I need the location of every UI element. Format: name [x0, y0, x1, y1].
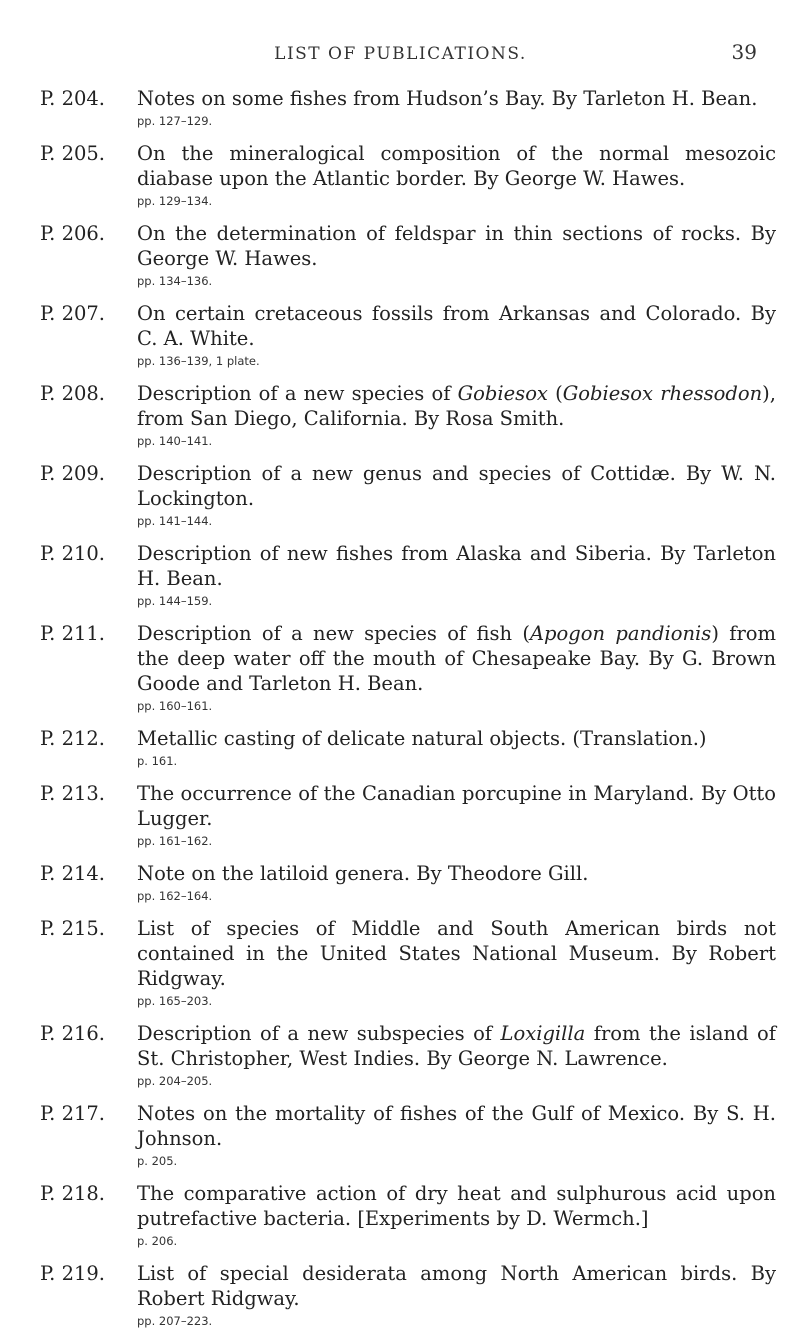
entry-title: Description of new fishes from Alaska and Siberia. By Tarleton H. Bean. [137, 542, 776, 590]
entry-title [137, 381, 776, 431]
entry-title: Metallic casting of delicate natural objects. (Translation.) [137, 727, 707, 750]
entry-pages: pp. 134–136. [137, 274, 213, 288]
entry-number: P. 214. [40, 862, 105, 885]
title-text: Description of a new subspecies of [137, 1022, 501, 1045]
entry-pages: pp. 129–134. [137, 194, 213, 208]
entry-title: On the mineralogical composition of the normal mesozoic diabase upon the Atlantic border. By George W. Hawes. [137, 142, 776, 190]
publication-entry [40, 781, 776, 851]
entry-number: P. 217. [40, 1102, 105, 1125]
entry-pages: pp. 141–144. [137, 514, 213, 528]
entry-pages: pp. 165–203. [137, 994, 213, 1008]
title-text: Description of a new species of [137, 382, 458, 405]
entry-pages: p. 205. [137, 1154, 178, 1168]
entry-pages: pp. 207–223. [137, 1314, 213, 1328]
publication-entry [40, 1021, 776, 1091]
entry-number: P. 204. [40, 87, 105, 110]
entry-pages: pp. 140–141. [137, 434, 213, 448]
entry-title: Note on the latiloid genera. By Theodore Gill. [137, 862, 589, 885]
entry-pages: pp. 161–162. [137, 834, 213, 848]
running-head-title: LIST OF PUBLICATIONS. [274, 44, 527, 64]
entry-pages: pp. 144–159. [137, 594, 213, 608]
publication-entry [40, 301, 776, 371]
entry-title: On the determination of feldspar in thin sections of rocks. By George W. Hawes. [137, 222, 776, 270]
entry-pages: p. 206. [137, 1234, 178, 1248]
taxon-name: Loxigilla [500, 1022, 586, 1045]
publication-entry [40, 141, 776, 211]
entry-number: P. 215. [40, 917, 105, 940]
publication-entry [40, 221, 776, 291]
entry-number: P. 212. [40, 727, 105, 750]
entry-pages: p. 161. [137, 754, 178, 768]
entry-title: Description of a new genus and species of Cottidæ. By W. N. Lockington. [137, 462, 776, 510]
publication-entry [40, 461, 776, 531]
publication-entry [40, 1101, 776, 1171]
taxon-name: Gobiesox [457, 382, 548, 405]
entry-pages: pp. 204–205. [137, 1074, 213, 1088]
entry-title: List of special desiderata among North American birds. By Robert Ridgway. [137, 1262, 776, 1310]
publication-entry [40, 86, 776, 131]
publication-entry [40, 861, 776, 906]
entry-pages: pp. 162–164. [137, 889, 213, 903]
entry-title: The occurrence of the Canadian porcupine in Maryland. By Otto Lugger. [137, 782, 776, 830]
entry-number: P. 208. [40, 382, 105, 405]
publication-list [40, 86, 776, 1341]
entry-number: P. 219. [40, 1262, 105, 1285]
entry-title: List of species of Middle and South American birds not contained in the United States National Museum. By Robert Ridgway. [137, 917, 776, 990]
taxon-name: Gobiesox rhessodon [562, 382, 763, 405]
entry-title [137, 1021, 776, 1071]
entry-title [137, 621, 776, 696]
title-text: ( [547, 382, 563, 405]
publication-entry [40, 381, 776, 451]
entry-number: P. 205. [40, 142, 105, 165]
entry-number: P. 210. [40, 542, 105, 565]
entry-number: P. 213. [40, 782, 105, 805]
running-head [0, 40, 801, 70]
entry-title: Notes on some fishes from Hudson’s Bay. By Tarleton H. Bean. [137, 87, 758, 110]
entry-pages: pp. 160–161. [137, 699, 213, 713]
entry-title: On certain cretaceous fossils from Arkansas and Colorado. By C. A. White. [137, 302, 776, 350]
entry-number: P. 206. [40, 222, 105, 245]
entry-number: P. 209. [40, 462, 105, 485]
publication-entry [40, 916, 776, 1011]
publication-entry [40, 1181, 776, 1251]
entry-number: P. 211. [40, 622, 105, 645]
publication-entry [40, 541, 776, 611]
entry-number: P. 218. [40, 1182, 105, 1205]
publication-entry [40, 1261, 776, 1331]
entry-number: P. 207. [40, 302, 105, 325]
page-number: 39 [731, 40, 757, 64]
entry-title: Notes on the mortality of fishes of the Gulf of Mexico. By S. H. Johnson. [137, 1102, 776, 1150]
title-text: Description of a new species of fish ( [137, 622, 530, 645]
publication-entry [40, 726, 776, 771]
taxon-name: Apogon pandionis [529, 622, 712, 645]
entry-pages: pp. 127–129. [137, 114, 213, 128]
title-text: ), from San Diego, California. By Rosa Smith. [137, 382, 776, 430]
entry-number: P. 216. [40, 1022, 105, 1045]
title-text: from the island of St. Christopher, West Indies. By George N. Lawrence. [137, 1022, 776, 1070]
entry-pages: pp. 136–139, 1 plate. [137, 354, 260, 368]
publication-entry [40, 621, 776, 716]
entry-title: The comparative action of dry heat and sulphurous acid upon putrefactive bacteria. [Experiments by D. Wermch.] [137, 1182, 776, 1230]
title-text: ) from the deep water off the mouth of Chesapeake Bay. By G. Brown Goode and Tarleton H. Bean. [137, 622, 777, 695]
